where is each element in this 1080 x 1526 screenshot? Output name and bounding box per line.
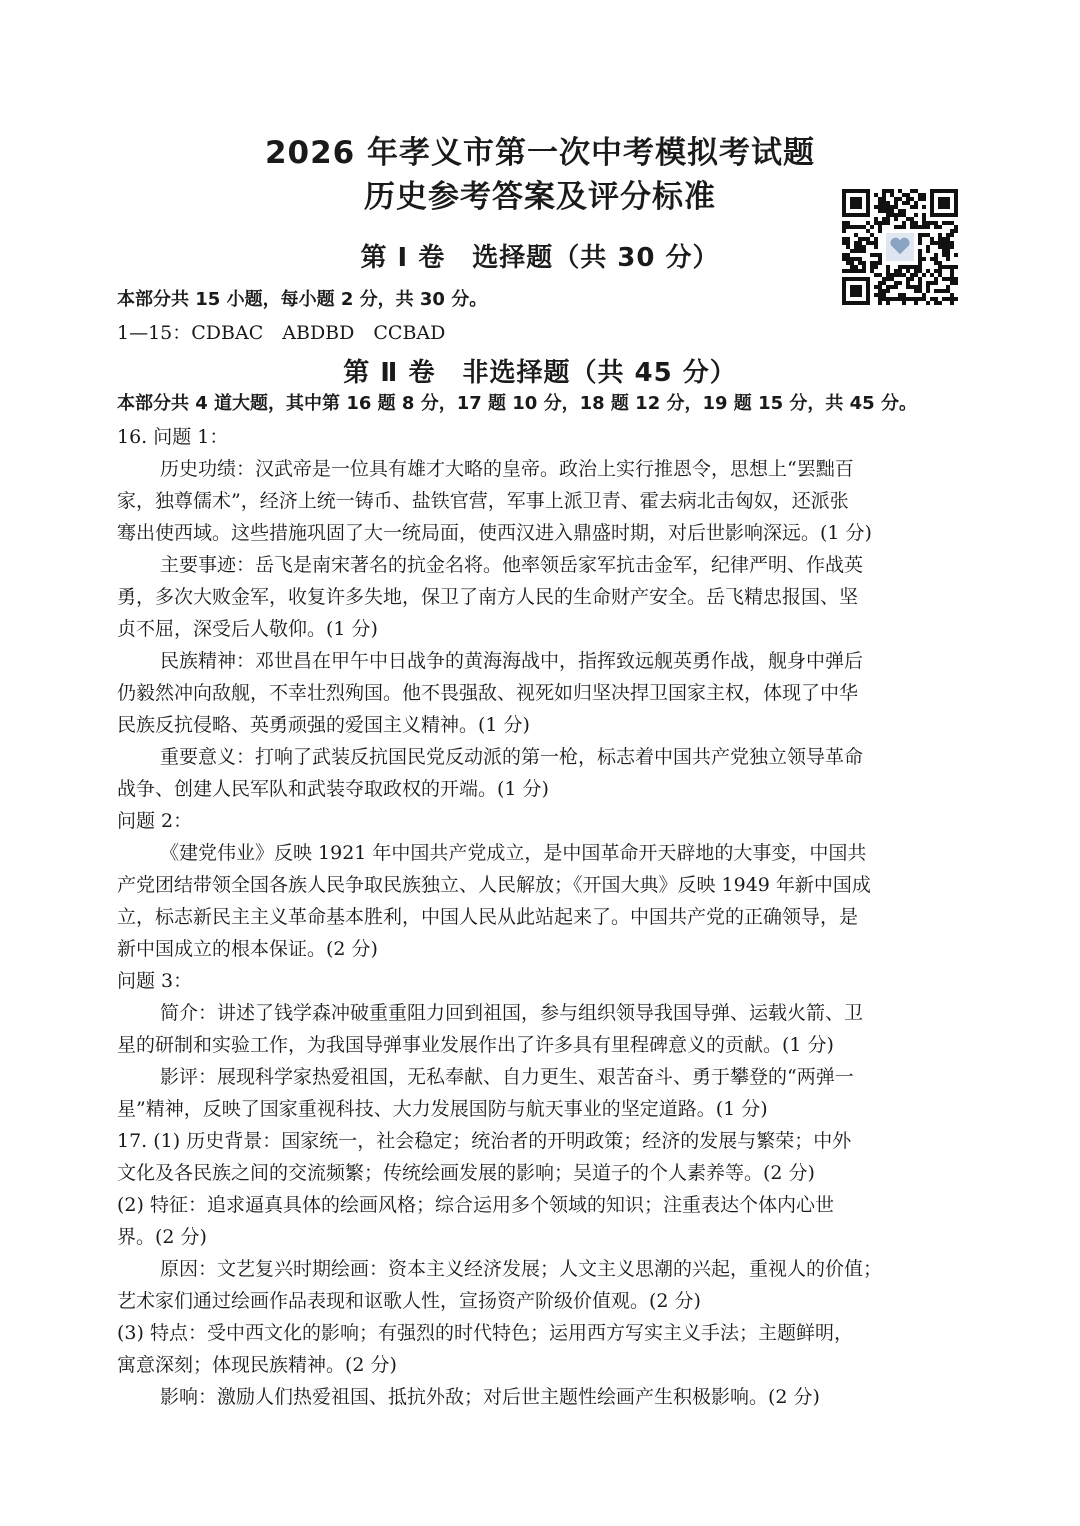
answer-line: 产党团结带领全国各族人民争取民族独立、人民解放；《开国大典》反映 1949 年新中国成	[117, 874, 871, 896]
document-title: 2026 年孝义市第一次中考模拟考试题	[264, 135, 816, 171]
answer-line: 艺术家们通过绘画作品表现和讴歌人性，宣扬资产阶级价值观。(2 分)	[117, 1290, 701, 1312]
section-1-heading: 第 Ⅰ 卷 选择题（共 30 分）	[360, 243, 720, 273]
answer-line: 战争、创建人民军队和武装夺取政权的开端。(1 分)	[117, 778, 549, 800]
answer-line: 民族精神：邓世昌在甲午中日战争的黄海海战中，指挥致远舰英勇作战，舰身中弹后	[160, 650, 864, 672]
answer-line: 原因：文艺复兴时期绘画：资本主义经济发展；人文主义思潮的兴起，重视人的价值；	[160, 1258, 883, 1280]
answer-line: 新中国成立的根本保证。(2 分)	[117, 938, 378, 960]
answer-line: 主要事迹：岳飞是南宋著名的抗金名将。他率领岳家军抗击金军，纪律严明、作战英	[160, 554, 864, 576]
answer-line: 星”精神，反映了国家重视科技、大力发展国防与航天事业的坚定道路。(1 分)	[117, 1098, 768, 1120]
answer-line: (3) 特点：受中西文化的影响；有强烈的时代特色；运用西方写实主义手法；主题鲜明，	[117, 1322, 853, 1344]
answer-line: 家，独尊儒术”，经济上统一铸币、盐铁官营，军事上派卫青、霍去病北击匈奴，还派张	[117, 490, 849, 512]
section-2-note: 本部分共 4 道大题，其中第 16 题 8 分，17 题 10 分，18 题 12 分，19 题 15 分，共 45 分。	[117, 393, 917, 414]
answer-line: 16. 问题 1：	[117, 426, 229, 448]
answer-line: 界。(2 分)	[117, 1226, 207, 1248]
multiple-choice-answers: 1—15：CDBAC ABDBD CCBAD	[117, 322, 446, 344]
answer-line: 历史功绩：汉武帝是一位具有雄才大略的皇帝。政治上实行推恩令，思想上“罢黜百	[160, 458, 854, 480]
answer-line: 影评：展现科学家热爱祖国，无私奉献、自力更生、艰苦奋斗、勇于攀登的“两弹一	[160, 1066, 854, 1088]
document-subtitle: 历史参考答案及评分标准	[364, 179, 716, 215]
answer-line: 寓意深刻；体现民族精神。(2 分)	[117, 1354, 397, 1376]
answer-line: 立，标志新民主主义革命基本胜利，中国人民从此站起来了。中国共产党的正确领导，是	[117, 906, 859, 928]
section-2-heading: 第 Ⅱ 卷 非选择题（共 45 分）	[343, 358, 737, 388]
answer-line: 《建党伟业》反映 1921 年中国共产党成立，是中国革命开天辟地的大事变，中国共	[160, 842, 867, 864]
answer-line: 星的研制和实验工作，为我国导弹事业发展作出了许多具有里程碑意义的贡献。(1 分)	[117, 1034, 834, 1056]
answer-line: 民族反抗侵略、英勇顽强的爱国主义精神。(1 分)	[117, 714, 530, 736]
answer-line: 简介：讲述了钱学森冲破重重阻力回到祖国，参与组织领导我国导弹、运载火箭、卫	[160, 1002, 864, 1024]
answer-line: (2) 特征：追求逼真具体的绘画风格；综合运用多个领域的知识；注重表达个体内心世	[117, 1194, 834, 1216]
answer-line: 影响：激励人们热爱祖国、抵抗外敌；对后世主题性绘画产生积极影响。(2 分)	[160, 1386, 820, 1408]
answer-line: 贞不屈，深受后人敬仰。(1 分)	[117, 618, 378, 640]
answer-line: 骞出使西域。这些措施巩固了大一统局面，使西汉进入鼎盛时期，对后世影响深远。(1 分)	[117, 522, 872, 544]
answer-line: 问题 3：	[117, 970, 193, 992]
answer-line: 勇，多次大败金军，收复许多失地，保卫了南方人民的生命财产安全。岳飞精忠报国、坚	[117, 586, 859, 608]
answer-line: 问题 2：	[117, 810, 193, 832]
answer-line: 17. (1) 历史背景：国家统一，社会稳定；统治者的开明政策；经济的发展与繁荣；中外	[117, 1130, 852, 1152]
answer-line: 仍毅然冲向敌舰，不幸壮烈殉国。他不畏强敌、视死如归坚决捍卫国家主权，体现了中华	[117, 682, 859, 704]
section-1-note: 本部分共 15 小题，每小题 2 分，共 30 分。	[117, 289, 488, 310]
answer-line: 重要意义：打响了武装反抗国民党反动派的第一枪，标志着中国共产党独立领导革命	[160, 746, 864, 768]
answer-line: 文化及各民族之间的交流频繁；传统绘画发展的影响；吴道子的个人素养等。(2 分)	[117, 1162, 815, 1184]
